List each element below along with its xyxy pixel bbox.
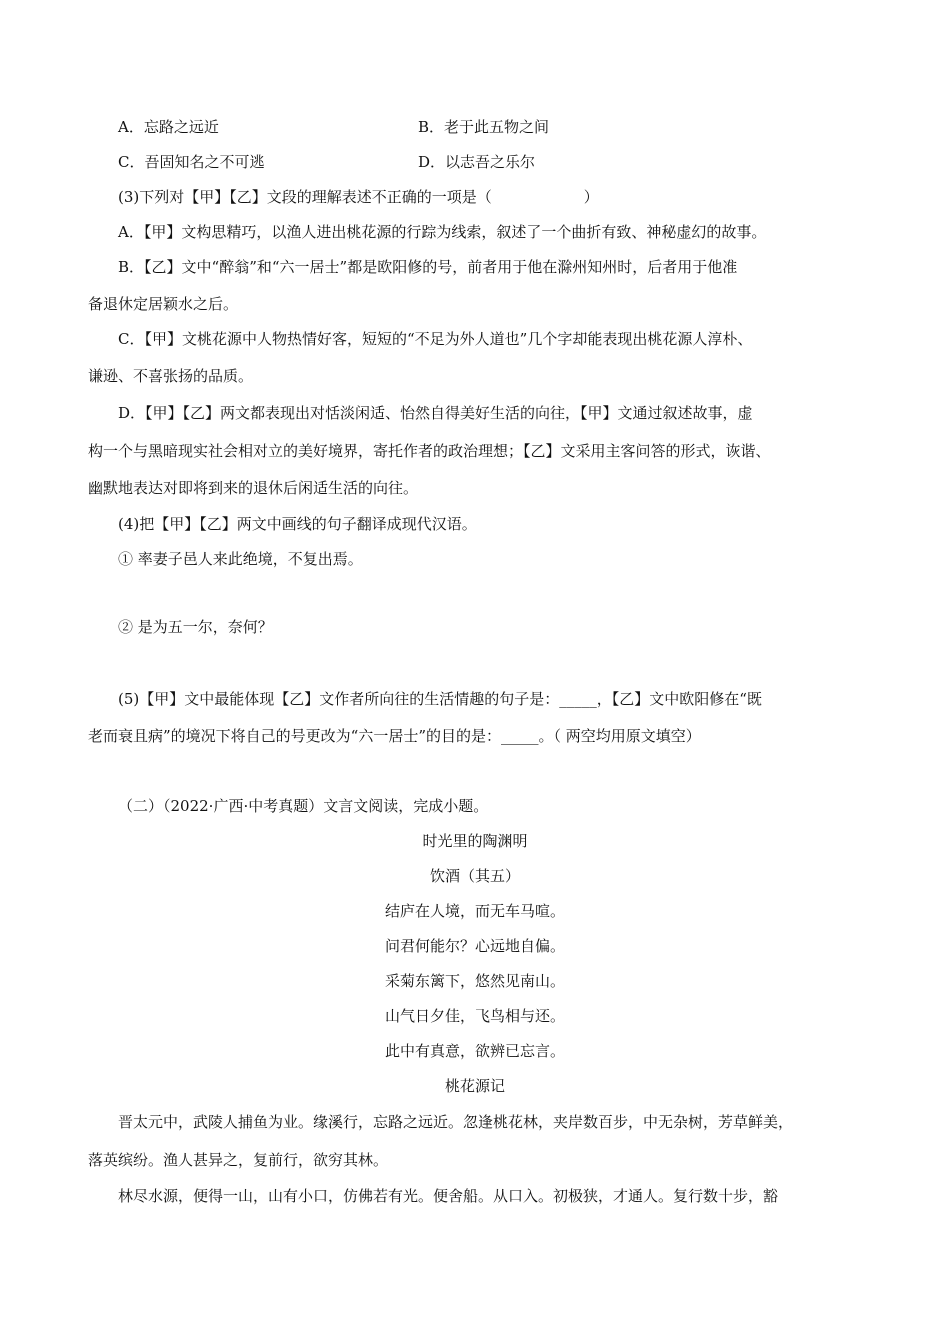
poem-line: 结庐在人境，而无车马喧。 bbox=[384, 902, 565, 920]
q3-option-c-line2: 谦逊、不喜张扬的品质。 bbox=[88, 367, 254, 385]
poem-line: 山气日夕佳，飞鸟相与还。 bbox=[384, 1007, 565, 1025]
q2-option-b: B．老于此五物之间 bbox=[418, 118, 550, 136]
q3-option-b-line2: 备退休定居颖水之后。 bbox=[88, 295, 239, 313]
q3-option-d-line2: 构一个与黑暗现实社会相对立的美好境界，寄托作者的政治理想；【乙】文采用主客问答的形式，诙谐、 bbox=[88, 442, 771, 460]
q5-line1: (5)【甲】文中最能体现【乙】文作者所向往的生活情趣的句子是：_____，【乙】文中欧阳修在“既 bbox=[118, 690, 762, 708]
q3-stem bbox=[118, 187, 599, 207]
prose-title: 桃花源记 bbox=[444, 1077, 505, 1095]
section2-title: 时光里的陶渊明 bbox=[422, 832, 528, 850]
q2-option-a: A．忘路之远近 bbox=[118, 118, 219, 136]
q3-option-b-line1: B．【乙】文中“醉翁”和“六一居士”都是欧阳修的号，前者用于他在滁州知州时，后者用于他准 bbox=[118, 258, 738, 276]
q4-stem: (4)把【甲】【乙】两文中画线的句子翻译成现代汉语。 bbox=[118, 515, 477, 533]
prose-paragraph-2-line1: 林尽水源，便得一山，山有小口，仿佛若有光。便舍船。从口入。初极狭，才通人。复行数十步，豁 bbox=[118, 1187, 779, 1205]
q3-stem-close: ） bbox=[583, 188, 599, 206]
prose-paragraph-1-line1: 晋太元中，武陵人捕鱼为业。缘溪行，忘路之远近。忽逢桃花林，夹岸数百步，中无杂树，芳草鲜美， bbox=[118, 1113, 794, 1131]
poem-line: 采菊东篱下，悠然见南山。 bbox=[384, 972, 565, 990]
poem-title: 饮酒（其五） bbox=[429, 867, 520, 885]
q5-line2: 老而衰且病”的境况下将自己的号更改为“六一居士”的目的是：_____。（ 两空均用原文填空） bbox=[88, 727, 701, 745]
q3-option-d-line1: D．【甲】【乙】两文都表现出对恬淡闲适、怡然自得美好生活的向往，【甲】文通过叙述故事，虚 bbox=[118, 404, 753, 422]
q2-option-d: D．以志吾之乐尔 bbox=[418, 153, 536, 171]
q3-option-d-line3: 幽默地表达对即将到来的退休后闲适生活的向往。 bbox=[88, 479, 419, 497]
q2-option-c: C．吾固知名之不可逃 bbox=[118, 153, 265, 171]
poem-line: 此中有真意，欲辨已忘言。 bbox=[384, 1042, 565, 1060]
prose-paragraph-1-line2: 落英缤纷。渔人甚异之，复前行，欲穷其林。 bbox=[88, 1151, 389, 1169]
q3-option-c-line1: C．【甲】文桃花源中人物热情好客，短短的“不足为外人道也”几个字却能表现出桃花源人淳朴、 bbox=[118, 330, 753, 348]
q4-item-1: ① 率妻子邑人来此绝境，不复出焉。 bbox=[118, 550, 363, 568]
q3-stem-text: (3)下列对【甲】【乙】文段的理解表述不正确的一项是（ bbox=[118, 188, 492, 206]
q3-option-a: A．【甲】文构思精巧，以渔人进出桃花源的行踪为线索，叙述了一个曲折有致、神秘虚幻的故事。 bbox=[118, 223, 767, 241]
poem-line: 问君何能尔？心远地自偏。 bbox=[384, 937, 565, 955]
q4-item-2: ② 是为五一尔，奈何？ bbox=[118, 618, 273, 636]
section2-header: （二）（2022·广西·中考真题）文言文阅读，完成小题。 bbox=[118, 797, 489, 815]
